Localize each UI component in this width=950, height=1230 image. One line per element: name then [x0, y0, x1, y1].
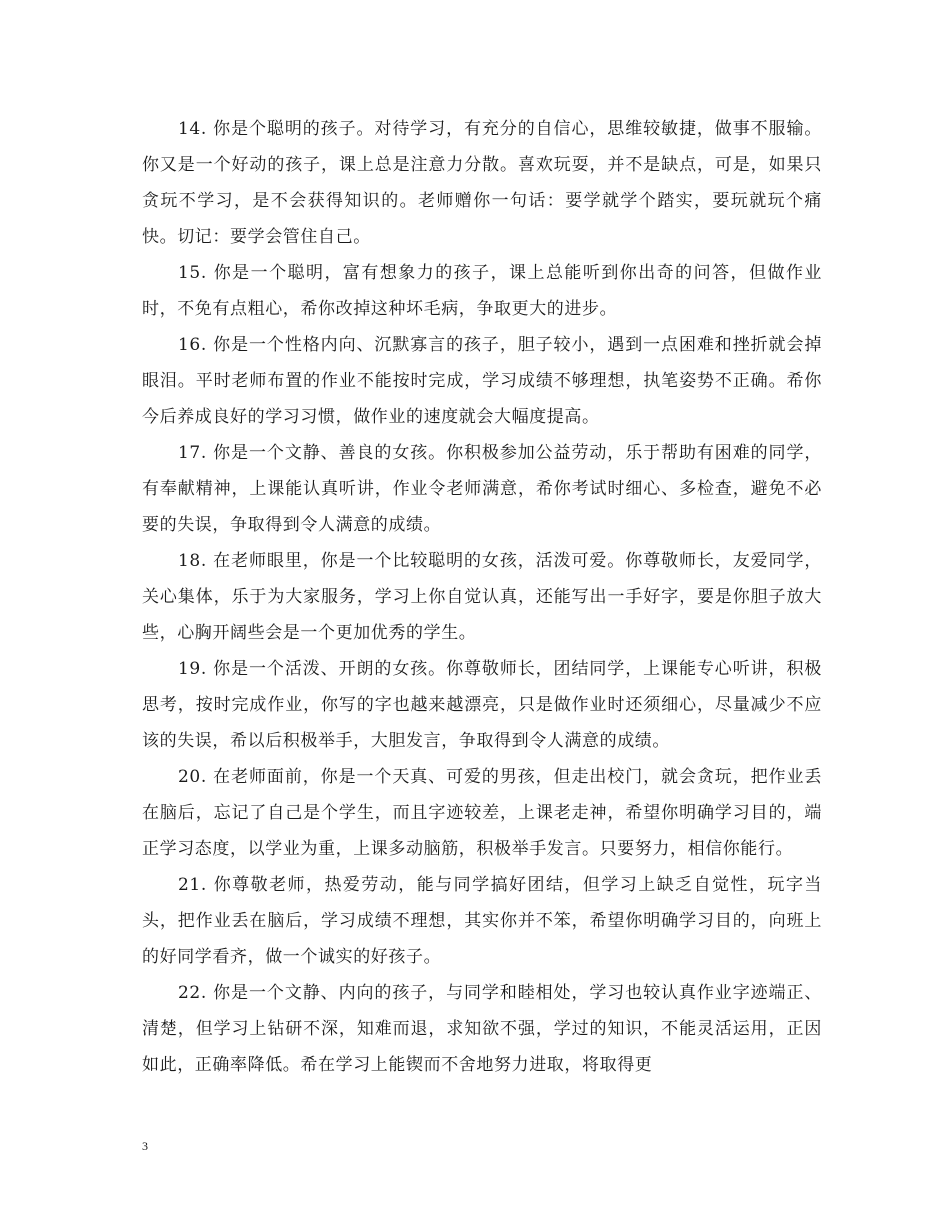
paragraph-20: 20. 在老师面前，你是一个天真、可爱的男孩，但走出校门，就会贪玩，把作业丢在脑后，忘记了自己是个学生，而且字迹较差，上课老走神，希望你明确学习目的，端正学习态度，以学业为重，上课多动脑筋，积极举手发言。只要努力，相信你能行。: [142, 767, 822, 859]
paragraph-22: 22. 你是一个文静、内向的孩子，与同学和睦相处，学习也较认真作业字迹端正、清楚，但学习上钻研不深，知难而退，求知欲不强，学过的知识，不能灵活运用，正因如此，正确率降低。希在学习上能锲而不舍地努力进取，将取得更: [142, 983, 822, 1075]
paragraph-16: 16. 你是一个性格内向、沉默寡言的孩子，胆子较小，遇到一点困难和挫折就会掉眼泪。平时老师布置的作业不能按时完成，学习成绩不够理想，执笔姿势不正确。希你今后养成良好的学习习惯，做作业的速度就会大幅度提高。: [142, 335, 822, 427]
page-number: 3: [142, 1139, 148, 1153]
document-body: [142, 111, 822, 1083]
paragraph-17: 17. 你是一个文静、善良的女孩。你积极参加公益劳动，乐于帮助有困难的同学，有奉献精神，上课能认真听讲，作业令老师满意，希你考试时细心、多检查，避免不必要的失误，争取得到令人满意的成绩。: [142, 443, 822, 535]
paragraph-14: 14. 你是个聪明的孩子。对待学习，有充分的自信心，思维较敏捷，做事不服输。你又是一个好动的孩子，课上总是注意力分散。喜欢玩耍，并不是缺点，可是，如果只贪玩不学习，是不会获得知识的。老师赠你一句话：要学就学个踏实，要玩就玩个痛快。切记：要学会管住自己。: [142, 119, 822, 247]
paragraph-19: 19. 你是一个活泼、开朗的女孩。你尊敬师长，团结同学，上课能专心听讲，积极思考，按时完成作业，你写的字也越来越漂亮，只是做作业时还须细心，尽量减少不应该的失误，希以后积极举手，大胆发言，争取得到令人满意的成绩。: [142, 659, 822, 751]
paragraph-21: 21. 你尊敬老师，热爱劳动，能与同学搞好团结，但学习上缺乏自觉性，玩字当头，把作业丢在脑后，学习成绩不理想，其实你并不笨，希望你明确学习目的，向班上的好同学看齐，做一个诚实的好孩子。: [142, 875, 822, 967]
paragraph-15: 15. 你是一个聪明，富有想象力的孩子，课上总能听到你出奇的问答，但做作业时，不免有点粗心，希你改掉这种坏毛病，争取更大的进步。: [142, 263, 822, 319]
paragraph-18: 18. 在老师眼里，你是一个比较聪明的女孩，活泼可爱。你尊敬师长，友爱同学，关心集体，乐于为大家服务，学习上你自觉认真，还能写出一手好字，要是你胆子放大些，心胸开阔些会是一个更加优秀的学生。: [142, 551, 822, 643]
